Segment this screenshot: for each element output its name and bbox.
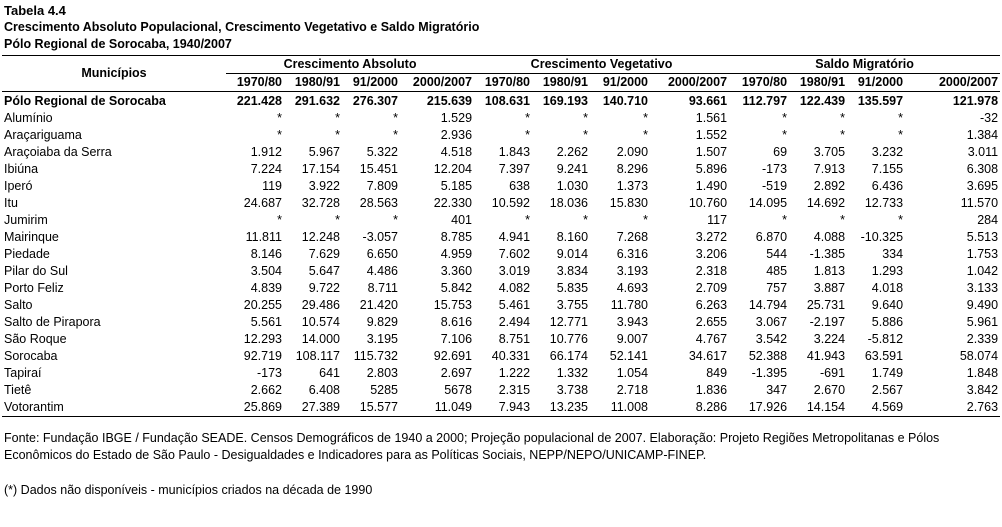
municipio-name: Piedade	[4, 247, 50, 261]
table-cell: 52.388	[748, 349, 788, 363]
table-row	[2, 161, 1000, 178]
table-cell: 7.943	[474, 399, 532, 417]
table-cell: 12.733	[864, 196, 904, 210]
table-cell: 1.042	[966, 264, 999, 278]
table-cell: 12.204	[433, 162, 473, 176]
table-cell: 11.008	[590, 399, 650, 417]
table-cell: 9.640	[871, 298, 904, 312]
table-cell: 3.504	[250, 264, 282, 278]
table-cell: 5.513	[966, 230, 999, 244]
table-cell: 1.490	[695, 179, 728, 193]
table-row	[2, 263, 1000, 280]
table-cell: 3.738	[556, 383, 589, 397]
table-cell: 5.561	[250, 315, 282, 329]
table-cell: 5.185	[440, 179, 473, 193]
table-cell: 108.631	[484, 94, 531, 108]
table-cell: 4.941	[498, 230, 531, 244]
table-cell: 3.842	[966, 383, 999, 397]
table-cell: 14.692	[806, 196, 846, 210]
table-cell: 6.650	[366, 247, 398, 261]
table-cell: 22.330	[433, 196, 473, 210]
table-cell: 8.616	[440, 315, 473, 329]
table-cell: *	[643, 111, 649, 125]
table-cell: 347	[766, 383, 788, 397]
table-cell: 7.268	[616, 230, 649, 244]
table-row	[2, 365, 1000, 382]
table-cell: 69	[773, 145, 788, 159]
table-cell: 5.886	[871, 315, 904, 329]
table-cell: 3.067	[755, 315, 788, 329]
table-cell: 25.731	[806, 298, 846, 312]
table-cell: -173	[762, 162, 788, 176]
table-cell: 11.780	[610, 298, 649, 312]
table-cell: 3.232	[871, 145, 904, 159]
table-cell: *	[840, 213, 846, 227]
table-cell: 6.263	[695, 298, 728, 312]
table-cell: 2.339	[966, 332, 999, 346]
table-cell: -1.385	[809, 247, 846, 261]
table-cell: 10.776	[549, 332, 589, 346]
table-row	[2, 297, 1000, 314]
table-cell: *	[277, 128, 282, 142]
source-note: Fonte: Fundação IBGE / Fundação SEADE. Censos Demográficos de 1940 a 2000; Projeção populacional de 2007. Elaboração: Projeto Regiões Metropolitanas e Pólos Econômicos do Estado de São Paulo - Desigualdades e Indicadores para as Políticas Sociais, NEPP/NEPO/UNICAMP-FINEP.	[4, 431, 940, 462]
table-cell: 485	[766, 264, 788, 278]
table-cell: 2.936	[440, 128, 473, 142]
table-cell: 2.763	[905, 399, 1000, 417]
table-cell: 9.490	[966, 298, 999, 312]
table-cell: 1.507	[695, 145, 728, 159]
table-cell: 3.193	[616, 264, 649, 278]
table-cell: 4.518	[440, 145, 473, 159]
table-cell: 135.597	[857, 94, 904, 108]
table-cell: *	[643, 213, 649, 227]
table-cell: 3.224	[813, 332, 846, 346]
table-cell: 8.751	[498, 332, 531, 346]
table-row	[2, 314, 1000, 331]
table-cell: 2.697	[440, 366, 473, 380]
period-header: 1980/91	[284, 74, 342, 92]
table-cell: 2.670	[813, 383, 846, 397]
table-row	[2, 348, 1000, 365]
municipio-name: Araçariguama	[4, 128, 82, 142]
table-cell: 284	[977, 213, 999, 227]
municipio-name: Jumirim	[4, 213, 48, 227]
table-cell: 12.771	[549, 315, 589, 329]
municipio-name: Pilar do Sul	[4, 264, 68, 278]
table-row	[2, 229, 1000, 246]
table-cell: 4.088	[813, 230, 846, 244]
municipio-name: Tietê	[4, 383, 32, 397]
table-cell: 27.389	[284, 399, 342, 417]
table-cell: *	[898, 111, 904, 125]
table-cell: 12.248	[301, 230, 340, 244]
table-cell: 3.542	[755, 332, 788, 346]
table-cell: 17.926	[729, 399, 789, 417]
municipio-name: Porto Feliz	[4, 281, 64, 295]
table-cell: *	[840, 111, 846, 125]
table-cell: 9.241	[556, 162, 589, 176]
table-cell: 334	[882, 247, 904, 261]
table-cell: *	[840, 128, 846, 142]
table-cell: 1.373	[616, 179, 649, 193]
municipio-name: Tapiraí	[4, 366, 42, 380]
table-cell: *	[335, 128, 340, 142]
table-row	[2, 246, 1000, 263]
period-header: 1970/80	[729, 74, 789, 92]
table-cell: 4.082	[498, 281, 531, 295]
table-cell: 1.552	[695, 128, 728, 142]
table-cell: 117	[707, 213, 728, 227]
municipio-name: Ibiúna	[4, 162, 39, 176]
table-cell: 18.036	[549, 196, 589, 210]
table-cell: 15.830	[609, 196, 649, 210]
table-cell: 1.222	[498, 366, 531, 380]
table-cell: 7.224	[250, 162, 282, 176]
table-cell: 8.785	[440, 230, 473, 244]
municipio-name: Mairinque	[4, 230, 59, 244]
table-cell: 7.809	[366, 179, 398, 193]
table-cell: 5.961	[966, 315, 999, 329]
table-cell: 115.732	[353, 349, 398, 363]
table-cell: 3.206	[695, 247, 728, 261]
table-cell: 9.007	[616, 332, 649, 346]
table-cell: *	[335, 111, 340, 125]
table-cell: 849	[706, 366, 728, 380]
table-cell: -691	[820, 366, 846, 380]
table-cell: 3.943	[616, 315, 649, 329]
table-cell: 14.154	[789, 399, 847, 417]
table-cell: 2.803	[366, 366, 398, 380]
table-cell: 29.486	[301, 298, 340, 312]
table-cell: 2.892	[813, 179, 846, 193]
table-cell: 1.836	[695, 383, 728, 397]
table-cell: 276.307	[352, 94, 398, 108]
table-cell: 7.155	[871, 162, 904, 176]
municipio-name: Iperó	[4, 179, 33, 193]
table-cell: 121.978	[952, 94, 999, 108]
municipio-name: Pólo Regional de Sorocaba	[4, 94, 166, 108]
table-cell: 5.967	[308, 145, 340, 159]
table-cell: 58.074	[959, 349, 999, 363]
table-cell: 1.293	[871, 264, 904, 278]
period-header: 91/2000	[847, 74, 905, 92]
table-cell: 7.629	[308, 247, 340, 261]
table-row	[2, 212, 1000, 229]
table-cell: -2.197	[809, 315, 846, 329]
group-header-saldo-migratorio: Saldo Migratório	[729, 56, 1000, 74]
table-cell: *	[525, 213, 531, 227]
table-cell: 5285	[370, 383, 398, 397]
table-cell: 3.922	[308, 179, 340, 193]
table-cell: 5.647	[308, 264, 340, 278]
table-cell: 1.332	[556, 366, 589, 380]
table-cell: *	[583, 111, 589, 125]
table-cell: 3.133	[966, 281, 999, 295]
table-cell: 169.193	[542, 94, 589, 108]
group-header-crescimento-absoluto: Crescimento Absoluto	[226, 56, 474, 74]
table-cell: 92.691	[433, 349, 473, 363]
table-cell: 32.728	[301, 196, 340, 210]
table-cell: 17.154	[301, 162, 340, 176]
table-cell: 11.570	[960, 196, 999, 210]
table-cell: 14.000	[301, 332, 340, 346]
table-cell: 2.709	[695, 281, 728, 295]
table-cell: 641	[319, 366, 340, 380]
table-cell: 1.384	[966, 128, 999, 142]
table-cell: 7.397	[498, 162, 531, 176]
table-cell: 215.639	[426, 94, 473, 108]
table-cell: *	[782, 128, 788, 142]
municipio-name: Alumínio	[4, 111, 53, 125]
period-header: 1970/80	[226, 74, 284, 92]
period-header: 2000/2007	[650, 74, 729, 92]
table-cell: 5.461	[498, 298, 531, 312]
table-row	[2, 280, 1000, 297]
table-cell: 5678	[444, 383, 473, 397]
table-cell: 2.090	[616, 145, 649, 159]
table-row	[2, 195, 1000, 212]
table-cell: 63.591	[864, 349, 904, 363]
table-cell: 2.718	[616, 383, 649, 397]
table-cell: 3.705	[813, 145, 846, 159]
municipio-name: Salto	[4, 298, 33, 312]
table-row	[2, 331, 1000, 348]
table-cell: *	[782, 213, 788, 227]
period-header: 91/2000	[590, 74, 650, 92]
table-cell: 10.574	[301, 315, 340, 329]
table-cell: 1.753	[966, 247, 999, 261]
table-cell: 8.146	[250, 247, 282, 261]
table-cell: *	[782, 111, 788, 125]
table-cell: 1.912	[250, 145, 282, 159]
table-cell: 1.561	[695, 111, 728, 125]
table-cell: 8.160	[556, 230, 589, 244]
table-cell: 2.262	[556, 145, 589, 159]
table-cell: 221.428	[236, 94, 282, 108]
table-cell: 757	[766, 281, 788, 295]
table-cell: *	[643, 128, 649, 142]
table-cell: 2.662	[250, 383, 282, 397]
table-cell: 1.054	[616, 366, 649, 380]
table-row	[2, 178, 1000, 195]
table-row	[2, 144, 1000, 161]
table-cell: 112.797	[742, 94, 788, 108]
table-cell: 21.420	[359, 298, 398, 312]
table-cell: 11.049	[400, 399, 474, 417]
table-cell: 13.235	[532, 399, 590, 417]
table-cell: *	[335, 213, 340, 227]
table-row	[2, 399, 1000, 417]
table-cell: 15.753	[433, 298, 473, 312]
table-cell: *	[277, 213, 282, 227]
table-row	[2, 382, 1000, 399]
table-cell: 544	[766, 247, 788, 261]
table-cell: 2.318	[695, 264, 728, 278]
table-cell: 34.617	[688, 349, 728, 363]
table-cell: 5.835	[556, 281, 589, 295]
table-cell: 6.870	[755, 230, 788, 244]
table-cell: 6.408	[308, 383, 340, 397]
table-cell: 1.030	[556, 179, 589, 193]
table-cell: 1.529	[440, 111, 473, 125]
table-cell: 10.760	[688, 196, 728, 210]
table-cell: 1.749	[871, 366, 904, 380]
table-cell: 4.569	[847, 399, 905, 417]
period-header: 2000/2007	[905, 74, 1000, 92]
table-cell: *	[898, 128, 904, 142]
table-cell: 6.308	[966, 162, 999, 176]
table-cell: 93.661	[688, 94, 728, 108]
municipio-name: São Roque	[4, 332, 67, 346]
table-body	[2, 92, 1000, 417]
table-cell: 9.014	[556, 247, 589, 261]
table-cell: 6.436	[871, 179, 904, 193]
table-cell: 66.174	[549, 349, 589, 363]
table-cell: 2.315	[498, 383, 531, 397]
table-cell: 7.602	[498, 247, 531, 261]
table-cell: 2.494	[498, 315, 531, 329]
table-cell: 14.095	[748, 196, 788, 210]
table-cell: 24.687	[243, 196, 282, 210]
table-cell: -10.325	[860, 230, 904, 244]
table-cell: 6.316	[616, 247, 649, 261]
table-cell: 20.255	[243, 298, 282, 312]
table-cell: -32	[979, 111, 999, 125]
table-cell: 15.577	[342, 399, 400, 417]
period-header: 91/2000	[342, 74, 400, 92]
table-cell: 3.887	[813, 281, 846, 295]
municipio-name: Salto de Pirapora	[4, 315, 101, 329]
table-cell: 3.011	[967, 145, 999, 159]
table-cell: 8.286	[650, 399, 729, 417]
table-cell: 11.811	[245, 230, 282, 244]
table-cell: -1.395	[751, 366, 788, 380]
municipio-name: Araçoiaba da Serra	[4, 145, 112, 159]
table-cell: 4.018	[871, 281, 904, 295]
table-cell: 7.913	[813, 162, 846, 176]
table-cell: *	[393, 111, 398, 125]
table-cell: 3.834	[556, 264, 589, 278]
period-header: 2000/2007	[400, 74, 474, 92]
table-label: Tabela 4.4	[4, 3, 66, 18]
table-cell: 122.439	[799, 94, 846, 108]
table-cell: -5.812	[867, 332, 904, 346]
table-cell: 9.722	[308, 281, 340, 295]
municipio-name: Sorocaba	[4, 349, 58, 363]
table-cell: 1.813	[813, 264, 846, 278]
table-cell: *	[525, 128, 531, 142]
table-title: Crescimento Absoluto Populacional, Crescimento Vegetativo e Saldo Migratório	[4, 20, 480, 34]
table-cell: 140.710	[602, 94, 649, 108]
table-cell: 52.141	[609, 349, 649, 363]
table-row	[2, 110, 1000, 127]
table-cell: 4.839	[250, 281, 282, 295]
table-cell: 4.959	[440, 247, 473, 261]
table-cell: *	[583, 213, 589, 227]
table-cell: 10.592	[491, 196, 531, 210]
table-subtitle: Pólo Regional de Sorocaba, 1940/2007	[4, 37, 232, 51]
table-cell: 25.869	[226, 399, 284, 417]
table-cell: *	[277, 111, 282, 125]
footnote: (*) Dados não disponíveis - municípios criados na década de 1990	[4, 483, 373, 497]
table-cell: 638	[509, 179, 531, 193]
table-cell: 4.486	[366, 264, 398, 278]
table-cell: 41.943	[806, 349, 846, 363]
table-cell: -519	[762, 179, 788, 193]
table-cell: -3.057	[362, 230, 398, 244]
table-cell: 9.829	[366, 315, 398, 329]
table-cell: 4.693	[616, 281, 649, 295]
group-header-crescimento-vegetativo: Crescimento Vegetativo	[474, 56, 729, 74]
table-cell: 1.848	[966, 366, 999, 380]
table-cell: 401	[451, 213, 473, 227]
period-header: 1970/80	[474, 74, 532, 92]
municipios-header: Municípios	[2, 56, 226, 92]
table-cell: 291.632	[294, 94, 340, 108]
table-cell: 4.767	[695, 332, 728, 346]
table-cell: *	[583, 128, 589, 142]
table-cell: 40.331	[491, 349, 531, 363]
table-cell: 5.322	[366, 145, 398, 159]
population-table	[2, 55, 1000, 417]
table-cell: *	[393, 128, 398, 142]
table-cell: *	[393, 213, 398, 227]
table-cell: 12.293	[243, 332, 282, 346]
table-cell: 92.719	[243, 349, 282, 363]
table-cell: 14.794	[748, 298, 788, 312]
table-cell: 5.842	[440, 281, 473, 295]
table-cell: 8.296	[616, 162, 649, 176]
table-cell: 15.451	[359, 162, 398, 176]
table-cell: 28.563	[359, 196, 398, 210]
table-cell: 119	[262, 179, 282, 193]
table-cell: 7.106	[440, 332, 473, 346]
table-cell: 3.695	[966, 179, 999, 193]
period-header: 1980/91	[532, 74, 590, 92]
table-cell: 108.117	[295, 349, 340, 363]
table-cell: 5.896	[695, 162, 728, 176]
table-cell: 3.272	[695, 230, 728, 244]
table-cell: 2.655	[695, 315, 728, 329]
table-cell: 3.195	[366, 332, 398, 346]
table-cell: 1.843	[498, 145, 531, 159]
table-row	[2, 127, 1000, 144]
table-row	[2, 92, 1000, 111]
table-cell: *	[525, 111, 531, 125]
table-cell: 3.360	[440, 264, 473, 278]
table-cell: 3.019	[498, 264, 531, 278]
period-header: 1980/91	[789, 74, 847, 92]
table-cell: -173	[256, 366, 282, 380]
table-cell: 8.711	[367, 281, 398, 295]
table-cell: *	[898, 213, 904, 227]
table-cell: 2.567	[871, 383, 904, 397]
municipio-name: Itu	[4, 196, 18, 210]
table-cell: 3.755	[556, 298, 589, 312]
municipio-name: Votorantim	[2, 399, 226, 417]
